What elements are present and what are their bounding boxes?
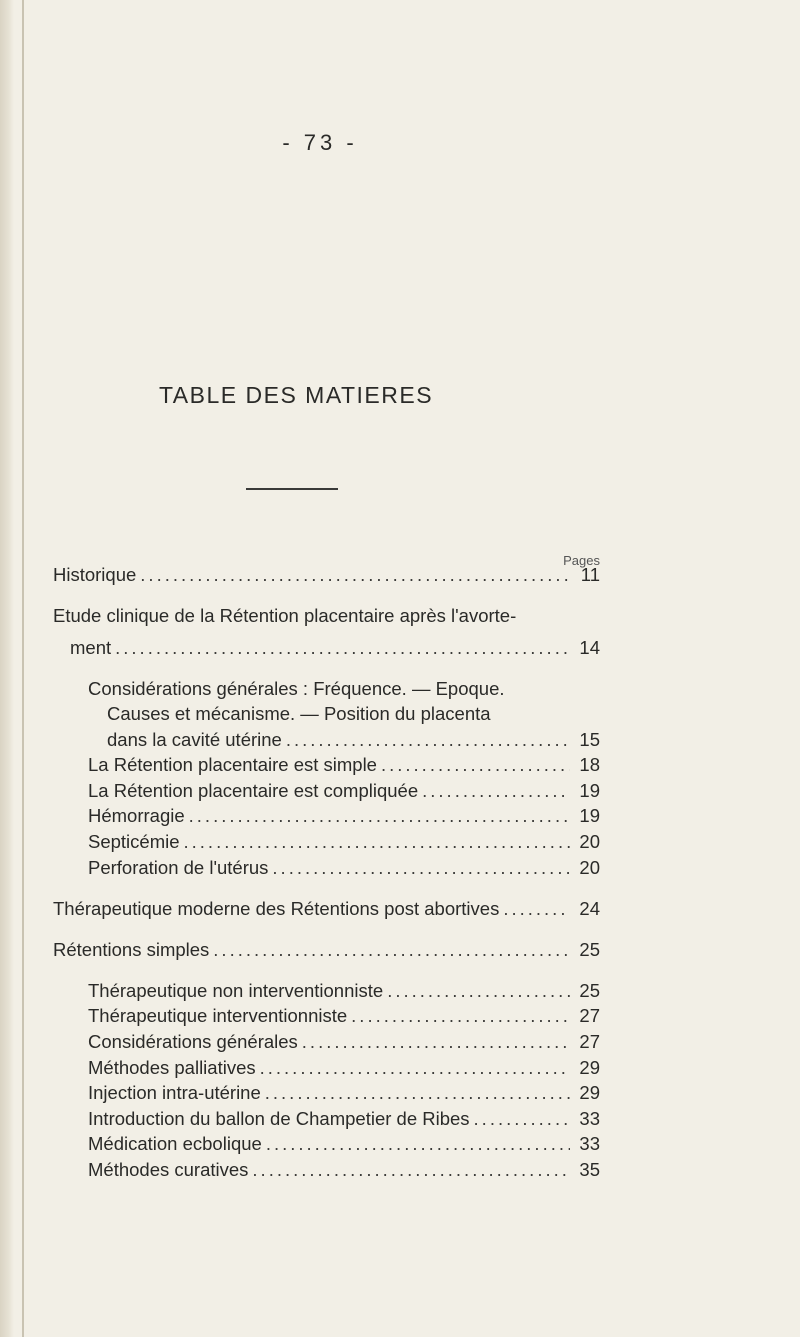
toc-entry-septicemie <box>88 830 600 854</box>
toc-entry-label: Historique <box>53 564 137 585</box>
toc-entry-page: 27 <box>579 1005 600 1026</box>
toc-entry-label: La Rétention placentaire est compliquée <box>88 780 419 801</box>
toc-entry-page: 29 <box>579 1057 600 1078</box>
toc-entry-perforation <box>88 856 600 880</box>
leader-dots <box>252 1158 570 1182</box>
toc-entry-label: ment <box>70 637 112 658</box>
toc-entry-label: Méthodes palliatives <box>88 1057 256 1078</box>
toc-entry-medication <box>88 1132 600 1156</box>
leader-dots <box>184 830 570 854</box>
toc-entry-methodes-palliatives <box>88 1056 600 1080</box>
toc-entry-label: Méthodes curatives <box>88 1159 249 1180</box>
toc-entry-hemorragie <box>88 804 600 828</box>
toc-entry-page: 14 <box>579 637 600 658</box>
toc-entry-page: 20 <box>579 831 600 852</box>
leader-dots <box>302 1030 570 1054</box>
toc-entry-label: dans la cavité utérine <box>107 729 282 750</box>
leader-dots <box>189 804 570 828</box>
toc-entry-label: Médication ecbolique <box>88 1133 262 1154</box>
toc-entry-considerations-generales <box>88 1030 600 1054</box>
toc-entry-historique <box>53 563 600 587</box>
toc-entry-etude-line1: Etude clinique de la Rétention placentaire après l'avorte- <box>53 605 517 626</box>
toc-entry-page: 15 <box>579 729 600 750</box>
toc-entry-label: Hémorragie <box>88 805 185 826</box>
toc-entry-label: La Rétention placentaire est simple <box>88 754 377 775</box>
toc-entry-retentions-simples <box>53 938 600 962</box>
toc-entry-label: Thérapeutique moderne des Rétentions post abortives <box>53 898 500 919</box>
leader-dots <box>213 938 570 962</box>
toc-entry-page: 20 <box>579 857 600 878</box>
toc-entry-etude <box>70 636 600 660</box>
toc-entry-label: Septicémie <box>88 831 180 852</box>
toc-entry-page: 29 <box>579 1082 600 1103</box>
toc-entry-label: Introduction du ballon de Champetier de Ribes <box>88 1108 470 1129</box>
toc-entry-retention-simple <box>88 753 600 777</box>
toc-entry-page: 33 <box>579 1108 600 1129</box>
toc-entry-interventionniste <box>88 1004 600 1028</box>
leader-dots <box>422 779 570 803</box>
toc-entry-methodes-curatives <box>88 1158 600 1182</box>
toc-entry-label: Thérapeutique interventionniste <box>88 1005 348 1026</box>
leader-dots <box>140 563 570 587</box>
page-title: TABLE DES MATIERES <box>158 382 434 408</box>
toc-entry-page: 19 <box>579 805 600 826</box>
toc-entry-page: 11 <box>580 564 600 585</box>
leader-dots <box>265 1081 570 1105</box>
toc-entry-injection <box>88 1081 600 1105</box>
page-number: - 73 - <box>282 130 358 155</box>
pages-column-header: Pages <box>563 553 600 568</box>
leader-dots <box>474 1107 570 1131</box>
toc-entry-retention-compliquee <box>88 779 600 803</box>
toc-entry-non-interventionniste <box>88 979 600 1003</box>
toc-entry-considerations <box>107 728 600 752</box>
leader-dots <box>351 1004 570 1028</box>
toc-entry-label: Rétentions simples <box>53 939 210 960</box>
leader-dots <box>503 897 570 921</box>
leader-dots <box>381 753 570 777</box>
toc-entry-label: Injection intra-utérine <box>88 1082 261 1103</box>
leader-dots <box>286 728 570 752</box>
toc-entry-page: 19 <box>579 780 600 801</box>
leader-dots <box>260 1056 570 1080</box>
toc-entry-label: Perforation de l'utérus <box>88 857 269 878</box>
toc-entry-page: 33 <box>579 1133 600 1154</box>
toc-entry-page: 35 <box>579 1159 600 1180</box>
toc-entry-page: 25 <box>579 980 600 1001</box>
leader-dots <box>272 856 570 880</box>
leader-dots <box>387 979 570 1003</box>
toc-entry-label: Thérapeutique non interventionniste <box>88 980 384 1001</box>
toc-entry-considerations-line1: Considérations générales : Fréquence. — Epoque. <box>88 678 505 699</box>
toc-entry-therapeutique-moderne <box>53 897 600 921</box>
leader-dots <box>266 1132 570 1156</box>
toc-entry-page: 18 <box>579 754 600 775</box>
leader-dots <box>115 636 570 660</box>
toc-entry-considerations-line2: Causes et mécanisme. — Position du placenta <box>107 703 491 724</box>
toc-entry-page: 27 <box>579 1031 600 1052</box>
toc-entry-page: 25 <box>579 939 600 960</box>
toc-entry-page: 24 <box>579 898 600 919</box>
toc-entry-ballon <box>88 1107 600 1131</box>
toc-entry-label: Considérations générales <box>88 1031 298 1052</box>
